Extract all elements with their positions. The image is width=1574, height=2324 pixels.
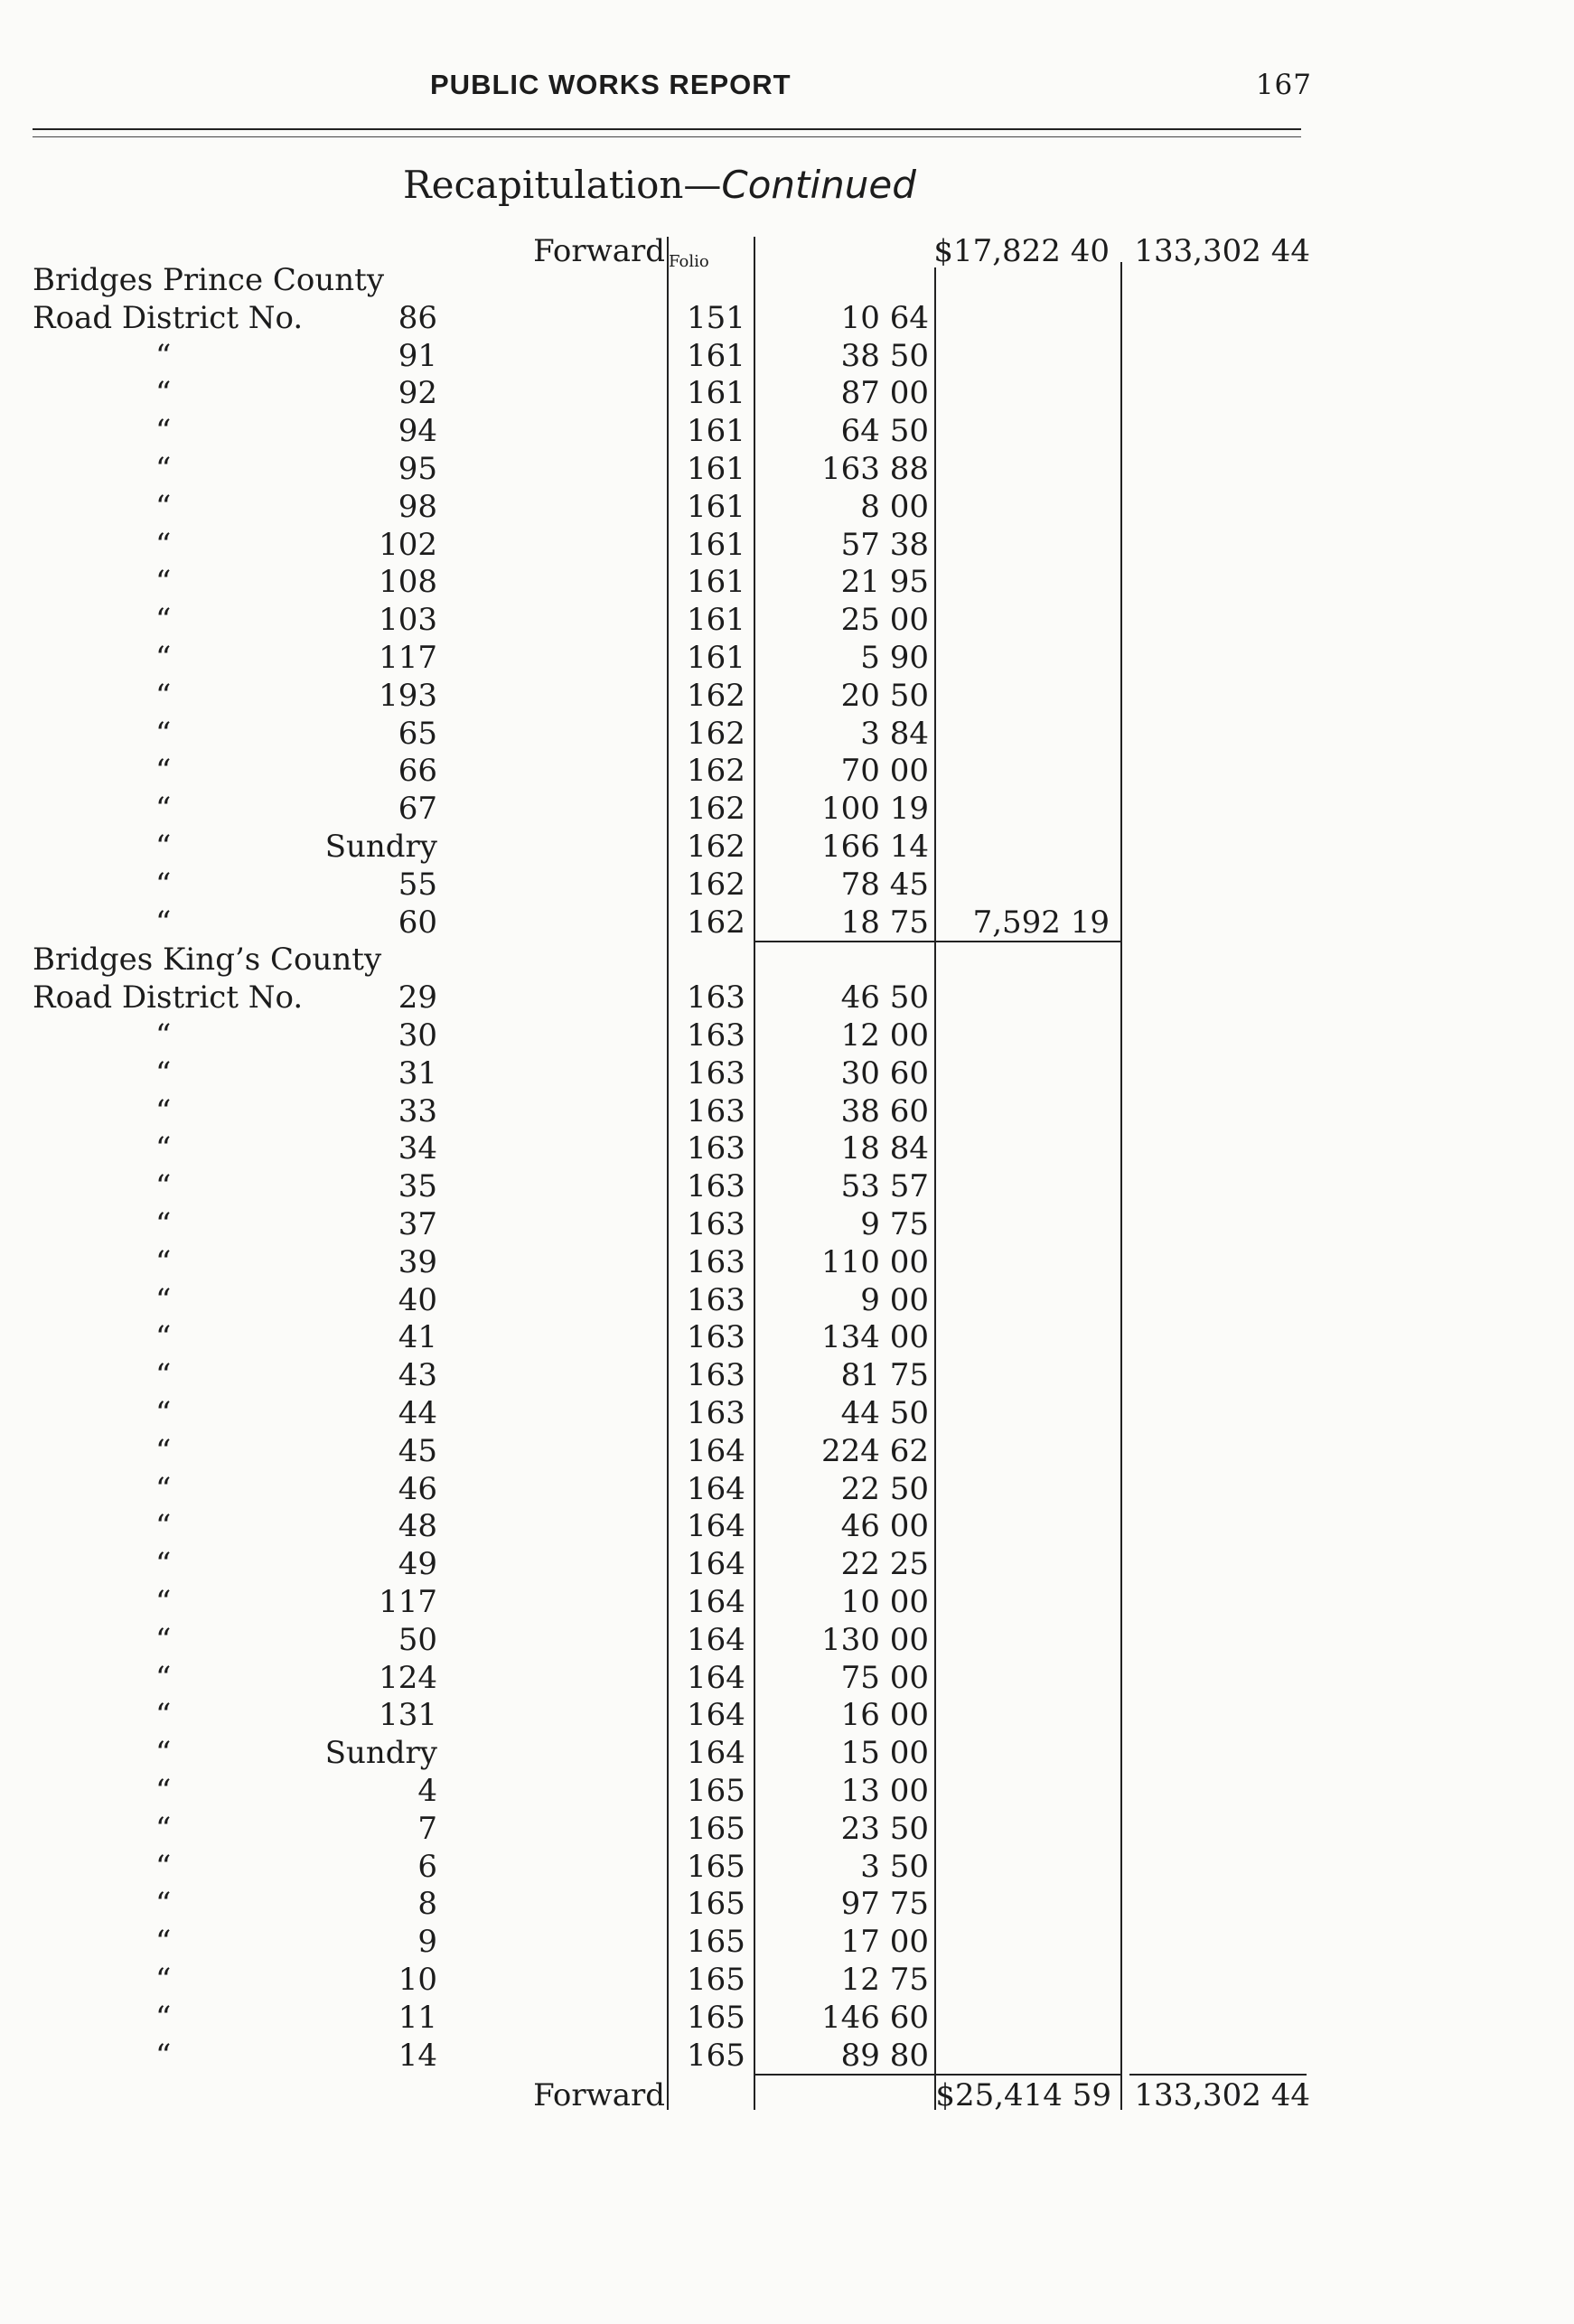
district-number: 67: [398, 791, 437, 828]
forward-out-label: Forward: [533, 2076, 665, 2113]
district-number: 33: [398, 1092, 437, 1129]
subtotal-rule: [755, 941, 1120, 942]
section-heading: Bridges Prince County: [33, 262, 385, 298]
total-rule: [755, 2074, 1120, 2076]
folio-number: 162: [687, 715, 745, 752]
ditto-mark: “: [155, 488, 172, 525]
amount-cell: 5 90: [860, 640, 929, 676]
folio-number: 163: [687, 1281, 745, 1318]
ditto-mark: “: [155, 1054, 172, 1092]
page-number: 167: [1255, 69, 1312, 101]
district-number: 66: [398, 753, 437, 790]
folio-number: 161: [687, 337, 745, 374]
folio-number: 165: [687, 1962, 745, 1998]
ditto-mark: “: [155, 904, 172, 941]
amount-column-rule-right: [934, 267, 936, 2110]
forward-out-total: 133,302 44: [1134, 2076, 1310, 2113]
ditto-mark: “: [155, 1168, 172, 1205]
district-number: 29: [398, 979, 437, 1017]
folio-number: 163: [687, 1054, 745, 1092]
ditto-mark: “: [155, 564, 172, 601]
district-number: 31: [398, 1054, 437, 1092]
amount-cell: 78 45: [840, 866, 929, 903]
ditto-mark: “: [155, 1281, 172, 1318]
ditto-mark: “: [155, 1357, 172, 1394]
district-number: 60: [398, 904, 437, 941]
ditto-mark: “: [155, 1092, 172, 1129]
district-number: 37: [398, 1206, 437, 1242]
folio-number: 165: [687, 1810, 745, 1847]
folio-number: 164: [687, 1659, 745, 1696]
section-title-main: Recapitulation—: [403, 163, 722, 207]
amount-cell: 75 00: [840, 1659, 929, 1696]
ditto-mark: “: [155, 1584, 172, 1620]
district-number: 43: [398, 1357, 437, 1394]
district-number: 193: [379, 677, 437, 714]
ditto-mark: “: [155, 1697, 172, 1734]
ditto-mark: “: [155, 1546, 172, 1583]
district-number: 95: [398, 451, 437, 487]
amount-cell: 163 88: [821, 451, 929, 487]
forward-total: 133,302 44: [1134, 233, 1310, 269]
amount-cell: 44 50: [840, 1395, 929, 1431]
district-number: 50: [398, 1621, 437, 1658]
district-number: 4: [417, 1773, 437, 1809]
amount-cell: 89 80: [840, 2037, 929, 2074]
grand-total-rule: [1129, 2074, 1307, 2076]
folio-number: 162: [687, 791, 745, 828]
district-number: 55: [398, 866, 437, 903]
folio-number: 161: [687, 640, 745, 676]
ditto-mark: “: [155, 1999, 172, 2036]
folio-number: 164: [687, 1735, 745, 1772]
folio-number: 165: [687, 1773, 745, 1809]
ditto-mark: “: [155, 602, 172, 639]
amount-cell: 134 00: [821, 1319, 929, 1356]
amount-cell: 21 95: [840, 564, 929, 601]
folio-number: 163: [687, 1243, 745, 1280]
ditto-mark: “: [155, 1924, 172, 1961]
ditto-mark: “: [155, 1735, 172, 1772]
amount-cell: 53 57: [840, 1168, 929, 1205]
section-heading: Bridges King’s County: [33, 942, 382, 979]
ditto-mark: “: [155, 1962, 172, 1998]
amount-cell: 64 50: [840, 413, 929, 450]
folio-number: 162: [687, 677, 745, 714]
folio-number: 164: [687, 1470, 745, 1507]
amount-cell: 8 00: [860, 488, 929, 525]
amount-cell: 9 00: [860, 1281, 929, 1318]
folio-number: 163: [687, 1206, 745, 1242]
ditto-mark: “: [155, 1508, 172, 1545]
district-number: 6: [417, 1848, 437, 1885]
folio-number: 163: [687, 979, 745, 1017]
folio-number: 163: [687, 1130, 745, 1167]
amount-cell: 87 00: [840, 375, 929, 412]
section-title-continued: Continued: [721, 163, 916, 207]
folio-number: 163: [687, 1319, 745, 1356]
district-number: 117: [379, 1584, 437, 1620]
folio-number: 165: [687, 2037, 745, 2074]
district-number: 39: [398, 1243, 437, 1280]
district-number: 30: [398, 1017, 437, 1054]
district-number: 103: [379, 602, 437, 639]
folio-number: 164: [687, 1584, 745, 1620]
ditto-mark: “: [155, 1659, 172, 1696]
amount-cell: 46 50: [840, 979, 929, 1017]
ditto-mark: “: [155, 829, 172, 865]
folio-number: 161: [687, 526, 745, 563]
folio-number: 165: [687, 1924, 745, 1961]
district-number: 9: [417, 1924, 437, 1961]
amount-cell: 97 75: [840, 1886, 929, 1923]
ditto-mark: “: [155, 715, 172, 752]
amount-cell: 3 84: [860, 715, 929, 752]
district-number: 91: [398, 337, 437, 374]
folio-number: 164: [687, 1621, 745, 1658]
ditto-mark: “: [155, 1395, 172, 1431]
amount-cell: 224 62: [821, 1432, 929, 1469]
district-number: 86: [398, 299, 437, 336]
district-number: 35: [398, 1168, 437, 1205]
ditto-mark: “: [155, 791, 172, 828]
district-number: 10: [398, 1962, 437, 1998]
subtotal-column-rule: [1120, 262, 1122, 2110]
amount-cell: 13 00: [840, 1773, 929, 1809]
amount-cell: 70 00: [840, 753, 929, 790]
ditto-mark: “: [155, 1470, 172, 1507]
amount-cell: 10 00: [840, 1584, 929, 1620]
forward-label: Forward: [533, 233, 665, 269]
amount-cell: 110 00: [821, 1243, 929, 1280]
ditto-mark: “: [155, 1017, 172, 1054]
ditto-mark: “: [155, 753, 172, 790]
amount-cell: 57 38: [840, 526, 929, 563]
folio-number: 163: [687, 1168, 745, 1205]
district-number: 131: [379, 1697, 437, 1734]
amount-cell: 12 00: [840, 1017, 929, 1054]
amount-cell: 130 00: [821, 1621, 929, 1658]
district-number: 44: [398, 1395, 437, 1431]
amount-cell: 9 75: [860, 1206, 929, 1242]
amount-cell: 10 64: [840, 299, 929, 336]
district-number: 46: [398, 1470, 437, 1507]
amount-cell: 3 50: [860, 1848, 929, 1885]
district-number: 48: [398, 1508, 437, 1545]
ditto-mark: “: [155, 337, 172, 374]
folio-number: 164: [687, 1508, 745, 1545]
ditto-mark: “: [155, 375, 172, 412]
ditto-mark: “: [155, 1130, 172, 1167]
folio-number: 151: [687, 299, 745, 336]
district-number: 92: [398, 375, 437, 412]
district-number: 14: [398, 2037, 437, 2074]
district-number: 8: [417, 1886, 437, 1923]
district-number: 102: [379, 526, 437, 563]
district-number: Sundry: [324, 829, 437, 865]
district-number: 40: [398, 1281, 437, 1318]
folio-number: 163: [687, 1092, 745, 1129]
amount-cell: 100 19: [821, 791, 929, 828]
amount-cell: 22 50: [840, 1470, 929, 1507]
ditto-mark: “: [155, 1319, 172, 1356]
folio-number: 161: [687, 488, 745, 525]
folio-number: 161: [687, 564, 745, 601]
forward-subtotal: $17,822 40: [933, 233, 1110, 269]
folio-number: 163: [687, 1395, 745, 1431]
amount-cell: 38 50: [840, 337, 929, 374]
ditto-mark: “: [155, 640, 172, 676]
ditto-mark: “: [155, 677, 172, 714]
ditto-mark: “: [155, 1621, 172, 1658]
amount-cell: 23 50: [840, 1810, 929, 1847]
folio-number: 163: [687, 1357, 745, 1394]
amount-cell: 30 60: [840, 1054, 929, 1092]
ditto-mark: “: [155, 526, 172, 563]
amount-cell: 17 00: [840, 1924, 929, 1961]
amount-cell: 12 75: [840, 1962, 929, 1998]
section-subheading: Road District No.: [33, 979, 304, 1017]
district-number: 65: [398, 715, 437, 752]
folio-number: 163: [687, 1017, 745, 1054]
district-number: 11: [398, 1999, 437, 2036]
district-number: 45: [398, 1432, 437, 1469]
report-title: PUBLIC WORKS REPORT: [430, 69, 792, 100]
amount-cell: 46 00: [840, 1508, 929, 1545]
folio-number: 162: [687, 829, 745, 865]
district-number: 41: [398, 1319, 437, 1356]
folio-number: 161: [687, 413, 745, 450]
ditto-mark: “: [155, 413, 172, 450]
ditto-mark: “: [155, 1848, 172, 1885]
folio-number: 162: [687, 866, 745, 903]
amount-cell: 16 00: [840, 1697, 929, 1734]
ditto-mark: “: [155, 1886, 172, 1923]
ditto-mark: “: [155, 1432, 172, 1469]
folio-number: 165: [687, 1886, 745, 1923]
amount-cell: 18 75: [840, 904, 929, 941]
folio-number: 161: [687, 451, 745, 487]
folio-number: 161: [687, 375, 745, 412]
folio-number: 164: [687, 1697, 745, 1734]
section-total: 7,592 19: [972, 904, 1110, 941]
folio-number: 165: [687, 1848, 745, 1885]
amount-cell: 15 00: [840, 1735, 929, 1772]
folio-number: 165: [687, 1999, 745, 2036]
forward-out-subtotal: $25,414 59: [935, 2076, 1111, 2113]
ditto-mark: “: [155, 451, 172, 487]
ditto-mark: “: [155, 1206, 172, 1242]
ditto-mark: “: [155, 2037, 172, 2074]
district-number: 98: [398, 488, 437, 525]
amount-cell: 146 60: [821, 1999, 929, 2036]
amount-cell: 25 00: [840, 602, 929, 639]
folio-number: 164: [687, 1432, 745, 1469]
amount-cell: 166 14: [821, 829, 929, 865]
folio-number: 162: [687, 753, 745, 790]
folio-column-rule: [667, 237, 669, 2110]
amount-cell: 18 84: [840, 1130, 929, 1167]
ditto-mark: “: [155, 1773, 172, 1809]
district-number: 7: [417, 1810, 437, 1847]
district-number: 108: [379, 564, 437, 601]
amount-column-rule-left: [754, 237, 755, 2110]
amount-cell: 81 75: [840, 1357, 929, 1394]
amount-cell: 22 25: [840, 1546, 929, 1583]
ditto-mark: “: [155, 866, 172, 903]
amount-cell: 38 60: [840, 1092, 929, 1129]
district-number: 34: [398, 1130, 437, 1167]
amount-cell: 20 50: [840, 677, 929, 714]
section-subheading: Road District No.: [33, 299, 304, 336]
district-number: 94: [398, 413, 437, 450]
ditto-mark: “: [155, 1243, 172, 1280]
district-number: 49: [398, 1546, 437, 1583]
folio-number: 161: [687, 602, 745, 639]
folio-header: Folio: [669, 252, 709, 271]
district-number: Sundry: [324, 1735, 437, 1772]
folio-number: 162: [687, 904, 745, 941]
folio-number: 164: [687, 1546, 745, 1583]
district-number: 117: [379, 640, 437, 676]
district-number: 124: [379, 1659, 437, 1696]
ditto-mark: “: [155, 1810, 172, 1847]
